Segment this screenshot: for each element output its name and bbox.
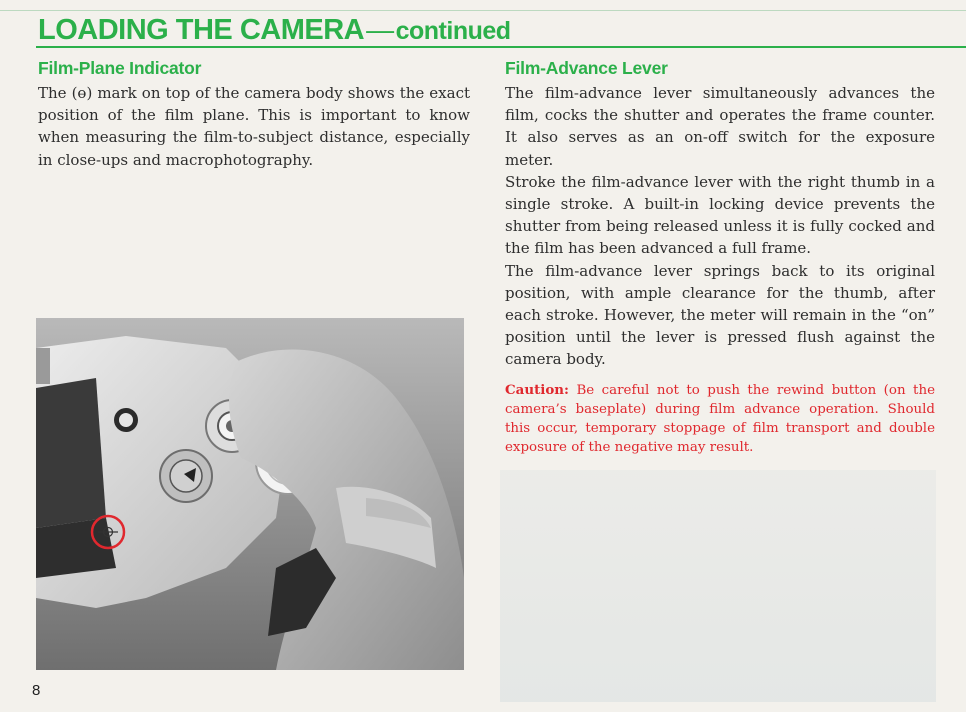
title-main: LOADING THE CAMERA (38, 14, 365, 46)
film-advance-paragraph: The film-advance lever simultaneously advances the film, cocks the shutter and operates the frame counter. It also serves as an on-off switch for the exposure meter. (505, 84, 935, 169)
film-advance-heading: Film-Advance Lever (505, 58, 668, 78)
title-underline (36, 46, 966, 48)
film-plane-section (38, 58, 470, 171)
page-title (38, 14, 511, 47)
caution-text: Be careful not to push the rewind button (on the camera’s baseplate) during film advance operation. Should this occur, temporary stoppage of film transport and double exposure of the negative may result. (505, 382, 935, 456)
camera-illustration (36, 318, 464, 670)
caution-label: Caution: (505, 381, 569, 398)
film-plane-body: The (ɵ) mark on top of the camera body shows the exact position of the film plane. This is important to know when measuring the film-to-subject distance, especially in close-ups and macrophotography. (38, 84, 470, 169)
film-advance-paragraph: The film-advance lever springs back to its original position, with ample clearance for the thumb, after each stroke. However, the meter will remain in the “on” position until the lever is pressed flush against the camera body. (505, 261, 935, 369)
background-shadow (500, 470, 936, 702)
title-dash: — (366, 14, 394, 45)
page-number: 8 (32, 682, 41, 699)
caution-note (505, 381, 935, 458)
film-advance-paragraph: Stroke the film-advance lever with the right thumb in a single stroke. A built-in locking device prevents the shutter from being released unless it is fully cocked and the film has been advanced a full frame. (505, 172, 935, 258)
film-plane-heading: Film-Plane Indicator (38, 58, 202, 78)
film-advance-section (505, 58, 935, 457)
top-rule (0, 10, 966, 11)
camera-photo (36, 318, 464, 670)
title-continued: continued (395, 17, 511, 45)
